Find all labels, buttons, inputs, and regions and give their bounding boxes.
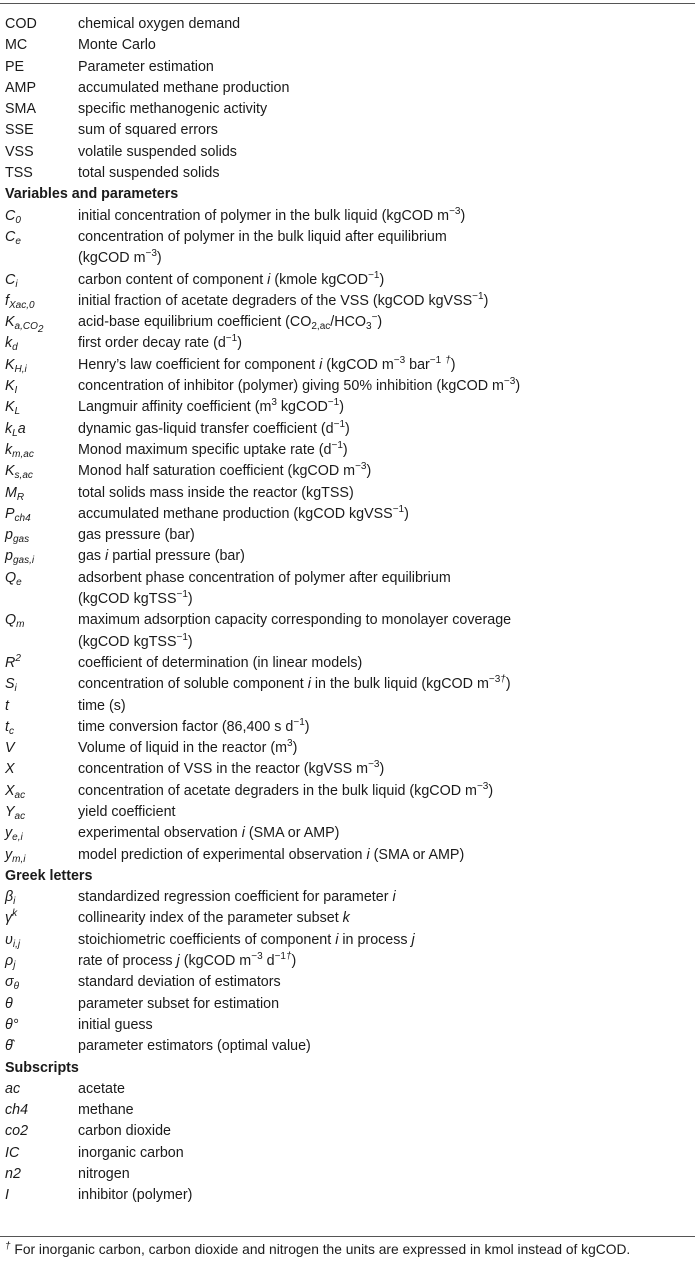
greek-row [0, 994, 695, 1015]
footnote-mark: † [5, 1241, 11, 1252]
symbol: co2 [5, 1123, 29, 1140]
variable-row [0, 546, 695, 567]
definition: concentration of polymer in the bulk liquid after equilibrium (kgCOD $m^{-3}$) [78, 228, 447, 267]
symbol: $X_{ac}$ [5, 782, 26, 801]
definition: coefficient of determination (in linear models) [78, 654, 363, 671]
abbreviation-row [0, 163, 695, 184]
symbol: IC [5, 1144, 20, 1161]
symbol: VSS [5, 143, 34, 160]
definition: parameter subset for estimation [78, 995, 280, 1012]
definition: volatile suspended solids [78, 143, 237, 160]
symbol: $Q_e$ [5, 569, 22, 588]
symbol: TSS [5, 165, 33, 182]
symbol: $k_d$ [5, 335, 18, 354]
section-heading: Greek letters [5, 867, 93, 884]
definition: accumulated methane production [78, 79, 290, 96]
subscripts-heading [0, 1058, 695, 1079]
definition: inorganic carbon [78, 1144, 184, 1161]
abbreviation-row [0, 120, 695, 141]
definition: methane [78, 1102, 134, 1119]
definition: Langmuir affinity coefficient ($m^3$ kgCOD$^{-1}$) [78, 397, 344, 416]
definition: Henry’s law coefficient for component i (kgCOD $m^{-3}$ bar$^{-1}$ †) [78, 354, 456, 373]
symbol: $S_i$ [5, 676, 17, 695]
variable-row [0, 504, 695, 525]
definition: adsorbent phase concentration of polymer after equilibrium (kgCOD kgTSS$^{-1}$) [78, 569, 451, 608]
subscript-row [0, 1121, 695, 1142]
definition: Monod maximum specific uptake rate $(d^{-1})$ [78, 439, 348, 458]
symbol: θ [5, 995, 13, 1012]
variables-heading [0, 184, 695, 205]
section-heading: Subscripts [5, 1059, 79, 1076]
variable-row [0, 333, 695, 354]
definition: stoichiometric coefficients of component i in process j [78, 931, 415, 948]
definition: standardized regression coefficient for parameter i [78, 889, 396, 906]
subscript-row [0, 1143, 695, 1164]
abbreviation-row [0, 57, 695, 78]
variable-row [0, 823, 695, 844]
symbol: $y_{m,i}$ [5, 846, 26, 865]
definition: experimental observation i (SMA or AMP) [78, 825, 340, 842]
greek-row [0, 1036, 695, 1057]
symbol: $\rho_j$ [5, 953, 16, 972]
definition: specific methanogenic activity [78, 101, 268, 118]
abbreviation-row [0, 78, 695, 99]
symbol: $\gamma^k$ [5, 908, 18, 927]
definition: Parameter estimation [78, 58, 214, 75]
definition: nitrogen [78, 1166, 130, 1183]
symbol: $Y_{ac}$ [5, 803, 26, 822]
variable-row [0, 759, 695, 780]
symbol: $K_{H,i}$ [5, 356, 27, 375]
symbol: COD [5, 16, 37, 32]
variable-row [0, 696, 695, 717]
definition: collinearity index of the parameter subset k [78, 910, 350, 927]
definition: total suspended solids [78, 165, 220, 182]
definition: initial concentration of polymer in the bulk liquid (kgCOD $m^{-3}$) [78, 205, 466, 224]
greek-row [0, 951, 695, 972]
symbol: SSE [5, 122, 34, 139]
symbol: t [5, 697, 9, 714]
greek-row [0, 972, 695, 993]
definition: total solids mass inside the reactor (kgTSS) [78, 484, 354, 501]
definition: carbon content of component i (kmole kgCOD$^{-1}$) [78, 269, 385, 288]
symbol: $M_R$ [5, 484, 25, 503]
variable-row [0, 653, 695, 674]
symbol: $\sigma_\theta$ [5, 974, 20, 993]
variable-row [0, 717, 695, 738]
definition: initial fraction of acetate degraders of the VSS (kgCOD kgVSS$^{-1}$) [78, 290, 489, 309]
definition: sum of squared errors [78, 122, 218, 139]
variable-row [0, 376, 695, 397]
symbol: $K_{s,ac}$ [5, 463, 33, 482]
definition: dynamic gas-liquid transfer coefficient $(d^{-1})$ [78, 418, 350, 437]
greek-heading [0, 866, 695, 887]
variable-row [0, 568, 695, 611]
definition: Monod half saturation coefficient (kgCOD $m^{-3}$) [78, 461, 372, 480]
variable-row [0, 525, 695, 546]
definition: concentration of soluble component i in the bulk liquid (kgCOD $m^{-3\dagger}$) [78, 674, 511, 693]
symbol: θ° [5, 1016, 19, 1033]
variable-row [0, 781, 695, 802]
definition: gas i partial pressure (bar) [78, 548, 245, 565]
symbol: $t_c$ [5, 718, 14, 737]
definition: maximum adsorption capacity corresponding to monolayer coverage (kgCOD kgTSS$^{-1}$) [78, 612, 512, 650]
definition: acid-base equilibrium coefficient $(CO_{2,ac}/HCO_3^-)$ [78, 312, 383, 333]
definition: time (s) [78, 697, 126, 714]
symbol: $\upsilon_{i,j}$ [5, 931, 21, 950]
definition: acetate [78, 1080, 125, 1097]
symbol: ch4 [5, 1102, 29, 1119]
symbol: $K_{a,CO_2}$ [5, 314, 44, 336]
symbol: $k_{m,ac}$ [5, 441, 34, 460]
definition: concentration of inhibitor (polymer) giving 50% inhibition (kgCOD $m^{-3}$) [78, 376, 521, 395]
definition: rate of process j (kgCOD $m^{-3}$ $d^{-1\dagger}$) [78, 951, 297, 970]
symbol: $y_{e,i}$ [5, 825, 23, 844]
symbol: MC [5, 37, 28, 54]
bottom-rule [0, 1236, 695, 1237]
definition: concentration of VSS in the reactor (kgVSS $m^{-3}$) [78, 759, 385, 778]
definition: concentration of acetate degraders in the bulk liquid (kgCOD $m^{-3}$) [78, 780, 494, 799]
symbol: AMP [5, 79, 36, 96]
symbol: $K_L$ [5, 399, 21, 418]
subscript-row [0, 1100, 695, 1121]
variable-row [0, 227, 695, 270]
definition: accumulated methane production (kgCOD kgVSS$^{-1}$) [78, 503, 409, 522]
definition: yield coefficient [78, 803, 176, 820]
definition: carbon dioxide [78, 1123, 171, 1140]
symbol: $R^2$ [5, 652, 21, 671]
definition: Volume of liquid in the reactor $(m^3)$ [78, 738, 298, 757]
symbol: θ̂ [5, 1038, 13, 1055]
section-heading: Variables and parameters [5, 186, 179, 203]
definition: parameter estimators (optimal value) [78, 1038, 311, 1055]
symbol: $p_{gas,i}$ [5, 548, 35, 567]
abbreviation-row [0, 99, 695, 120]
symbol: $k_La$ [5, 420, 26, 439]
symbol: I [5, 1187, 9, 1204]
variable-row [0, 270, 695, 291]
subscript-row [0, 1079, 695, 1100]
footnote-text: For inorganic carbon, carbon dioxide and nitrogen the units are expressed in kmol instead of kgCOD. [14, 1242, 631, 1257]
abbreviation-row [0, 142, 695, 163]
greek-row [0, 1015, 695, 1036]
symbol: $\beta_i$ [5, 889, 16, 908]
symbol: ac [5, 1080, 21, 1097]
symbol: $C_e$ [5, 228, 21, 247]
nomenclature-rows [0, 14, 695, 1207]
variable-row [0, 674, 695, 695]
variable-row [0, 419, 695, 440]
variable-row [0, 483, 695, 504]
variable-row [0, 291, 695, 312]
symbol: $p_{gas}$ [5, 527, 30, 546]
variable-row [0, 312, 695, 336]
variable-row [0, 397, 695, 418]
symbol: n2 [5, 1166, 21, 1183]
definition: gas pressure (bar) [78, 527, 195, 544]
subscript-row [0, 1164, 695, 1185]
subscript-row [0, 1185, 695, 1206]
variable-row [0, 461, 695, 482]
greek-row [0, 908, 695, 929]
definition: first order decay rate $(d^{-1})$ [78, 333, 242, 352]
symbol: $C_0$ [5, 207, 21, 226]
top-rule [0, 3, 695, 4]
table-footnote [5, 1238, 693, 1259]
greek-row [0, 887, 695, 908]
variable-row [0, 440, 695, 461]
definition: inhibitor (polymer) [78, 1187, 193, 1204]
symbol: $P_{ch4}$ [5, 505, 31, 524]
variable-row [0, 802, 695, 823]
symbol: $f_{Xac,0}$ [5, 292, 35, 311]
symbol: PE [5, 58, 25, 75]
definition: standard deviation of estimators [78, 974, 281, 991]
definition: model prediction of experimental observation i (SMA or AMP) [78, 846, 465, 863]
definition: initial guess [78, 1016, 153, 1033]
symbol: $K_I$ [5, 378, 18, 397]
variable-row [0, 610, 695, 653]
definition: Monte Carlo [78, 37, 156, 54]
symbol: X [5, 761, 15, 778]
symbol: $C_i$ [5, 271, 18, 290]
variable-row [0, 355, 695, 376]
symbol: $Q_m$ [5, 612, 25, 631]
variable-row [0, 845, 695, 866]
abbreviation-row [0, 14, 695, 35]
symbol: V [5, 740, 15, 757]
definition: chemical oxygen demand [78, 16, 241, 32]
variable-row [0, 738, 695, 759]
symbol: SMA [5, 101, 36, 118]
greek-row [0, 930, 695, 951]
variable-row [0, 206, 695, 227]
definition: time conversion factor (86,400 s $d^{-1}$) [78, 716, 310, 735]
abbreviation-row [0, 35, 695, 56]
